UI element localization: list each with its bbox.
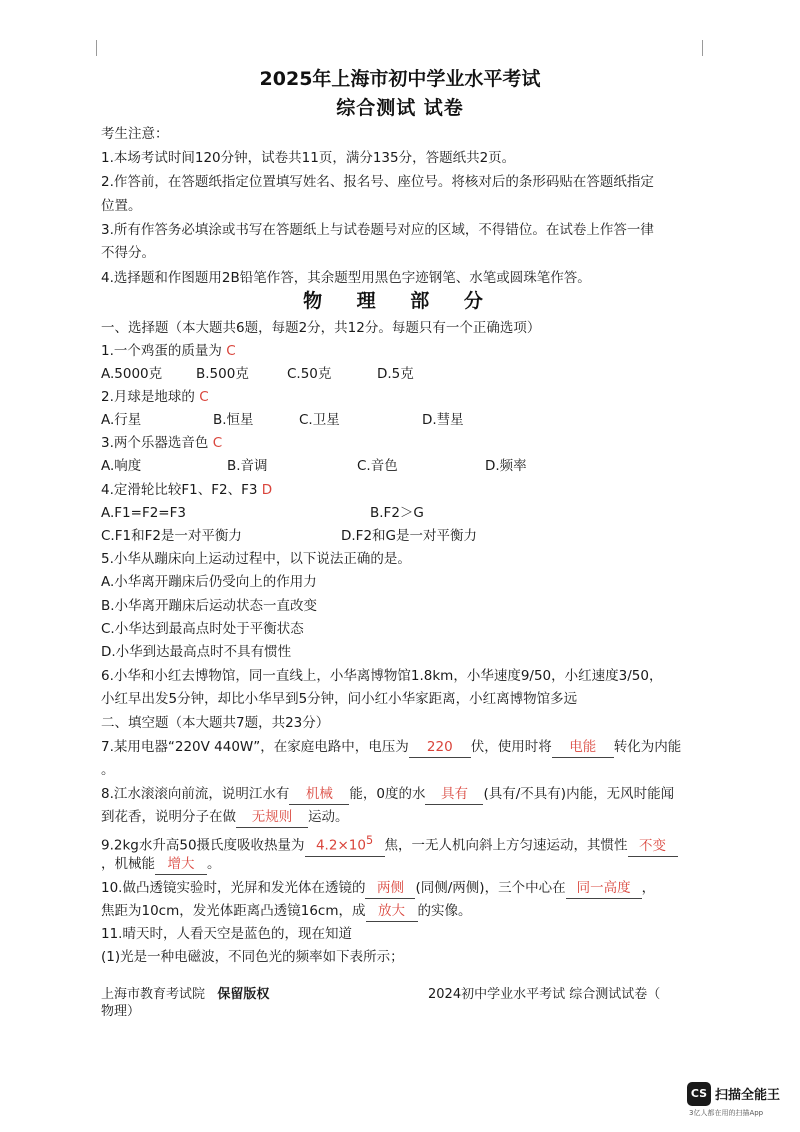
question-1 (101, 341, 236, 361)
footer-org (101, 986, 269, 1004)
q10-text-d: 焦距为10cm，发光体距离凸透镜16cm，成 (101, 903, 366, 919)
q9-text-d: 。 (207, 856, 221, 872)
q8-text-e: 运动。 (308, 809, 349, 825)
exam-title: 2025年上海市初中学业水平考试 (259, 68, 541, 90)
q9-blank-1-base: 4.2×10 (315, 837, 366, 854)
q9-blank-3: 增大 (155, 854, 207, 875)
notice-item-2: 2.作答前，在答题纸指定位置填写姓名、报名号、座位号。将核对后的条形码贴在答题纸指定 (101, 174, 654, 190)
q1-option-d: D.5克 (377, 366, 414, 382)
question-11-part-1: (1)光是一种电磁波，不同色光的频率如下表所示； (101, 949, 404, 965)
question-10 (101, 878, 655, 899)
question-11: 11.晴天时，人看天空是蓝色的，现在知道 (101, 926, 352, 942)
q7-cont: 。 (101, 762, 115, 778)
question-2-answer: C (199, 389, 209, 405)
q9-blank-1-exponent: 5 (365, 834, 374, 847)
q8-text-c: (具有/不具有)内能，无风时能闻 (483, 786, 675, 802)
q9-cont (101, 854, 221, 875)
q9-text-b: 焦，一无人机向斜上方匀速运动，其惯性 (384, 837, 628, 854)
question-3-answer: C (212, 435, 223, 451)
q9-blank-1 (305, 831, 385, 857)
notice-item-2-cont: 位置。 (101, 198, 142, 214)
question-2-stem: 2.月球是地球的 (101, 389, 195, 405)
question-4 (101, 480, 272, 500)
q7-blank-1: 220 (409, 737, 471, 758)
scanner-logo-icon: CS (687, 1082, 711, 1106)
q9-blank-2: 不变 (628, 836, 678, 857)
question-5: 5.小华从蹦床向上运动过程中，以下说法正确的是。 (101, 551, 411, 567)
question-3-stem: 3.两个乐器选音色 (101, 435, 209, 451)
part2-heading: 二、填空题（本大题共7题，共23分） (101, 715, 330, 731)
q7-text-a: 7.某用电器“220V 440W”，在家庭电路中，电压为 (101, 739, 409, 755)
q3-option-c: C.音色 (357, 458, 398, 474)
question-6: 6.小华和小红去博物馆，同一直线上，小华离博物馆1.8km，小华速度9/50，小红速度3/50， (101, 668, 663, 684)
q8-text-a: 8.江水滚滚向前流，说明江水有 (101, 786, 290, 802)
q10-blank-1: 两侧 (365, 878, 415, 899)
q5-option-a: A.小华离开蹦床后仍受向上的作用力 (101, 574, 317, 590)
q5-option-d: D.小华到达最高点时不具有惯性 (101, 644, 292, 660)
q1-option-b: B.500克 (196, 366, 249, 382)
q10-text-c: ， (641, 880, 656, 896)
q2-option-d: D.彗星 (422, 412, 464, 428)
question-7 (101, 737, 681, 758)
question-3 (101, 433, 222, 453)
q8-blank-3: 无规则 (236, 807, 308, 828)
q3-option-b: B.音调 (227, 458, 268, 474)
q7-text-c: 转化为内能 (613, 739, 682, 755)
q10-cont (101, 901, 472, 922)
q10-blank-3: 放大 (366, 901, 418, 922)
section-title: 物 理 部 分 (303, 290, 497, 312)
scanner-app-name: 扫描全能王 (715, 1088, 781, 1103)
question-8 (101, 784, 674, 805)
question-9 (101, 831, 678, 857)
footer-subject: 物理） (101, 1004, 141, 1019)
q5-option-b: B.小华离开蹦床后运动状态一直改变 (101, 598, 318, 614)
footer-exam: 2024初中学业水平考试 综合测试试卷（ (428, 987, 661, 1002)
q9-text-c: ，机械能 (101, 856, 155, 872)
scanner-tagline: 3亿人都在用的扫描App (689, 1109, 764, 1117)
question-2 (101, 387, 209, 407)
q1-option-a: A.5000克 (101, 366, 163, 382)
footer-rights: 保留版权 (217, 987, 270, 1002)
crop-mark-top-left (96, 40, 113, 56)
q2-option-b: B.恒星 (213, 412, 254, 428)
notice-item-4: 4.选择题和作图题用2B铅笔作答，其余题型用黑色字迹钢笔、水笔或圆珠笔作答。 (101, 270, 591, 286)
q5-option-c: C.小华达到最高点时处于平衡状态 (101, 621, 304, 637)
notice-item-3: 3.所有作答务必填涂或书写在答题纸上与试卷题号对应的区域，不得错位。在试卷上作答一律 (101, 222, 654, 238)
q4-option-b: B.F2＞G (370, 505, 424, 521)
question-1-answer: C (226, 343, 236, 359)
q10-text-b: (同侧/两侧)，三个中心在 (415, 880, 566, 896)
q10-text-e: 的实像。 (417, 903, 472, 919)
q10-text-a: 10.做凸透镜实验时，光屏和发光体在透镜的 (101, 880, 366, 896)
q7-blank-2: 电能 (552, 737, 614, 758)
q8-text-b: 能，0度的水 (349, 786, 426, 802)
q8-blank-1: 机械 (289, 784, 349, 805)
q1-option-c: C.50克 (287, 366, 332, 382)
part1-heading: 一、选择题（本大题共6题，每题2分，共12分。每题只有一个正确选项） (101, 320, 541, 336)
exam-subtitle: 综合测试 试卷 (336, 97, 464, 119)
q8-text-d: 到花香，说明分子在做 (101, 809, 236, 825)
crop-mark-top-right (702, 40, 719, 56)
question-4-stem: 4.定滑轮比较F1、F2、F3 (101, 482, 258, 498)
q2-option-a: A.行星 (101, 412, 142, 428)
q4-option-a: A.F1=F2=F3 (101, 505, 186, 521)
notice-item-3-cont: 不得分。 (101, 245, 155, 261)
q9-text-a: 9.2kg水升高50摄氏度吸收热量为 (101, 837, 305, 854)
q10-blank-2: 同一高度 (566, 878, 642, 899)
q4-option-d: D.F2和G是一对平衡力 (341, 528, 478, 544)
q2-option-c: C.卫星 (299, 412, 340, 428)
q8-cont (101, 807, 349, 828)
notice-item-1: 1.本场考试时间120分钟，试卷共11页，满分135分，答题纸共2页。 (101, 150, 516, 166)
question-4-answer: D (261, 482, 273, 498)
q8-blank-2: 具有 (425, 784, 483, 805)
footer-org-name: 上海市教育考试院 (101, 987, 206, 1002)
question-6-cont: 小红早出发5分钟，却比小华早到5分钟，问小红小华家距离，小红离博物馆多远 (101, 691, 578, 707)
q3-option-a: A.响度 (101, 458, 142, 474)
q4-option-c: C.F1和F2是一对平衡力 (101, 528, 242, 544)
question-1-stem: 1.一个鸡蛋的质量为 (101, 343, 222, 359)
q3-option-d: D.频率 (485, 458, 527, 474)
q7-text-b: 伏，使用时将 (470, 739, 552, 755)
notice-heading: 考生注意： (101, 126, 169, 142)
